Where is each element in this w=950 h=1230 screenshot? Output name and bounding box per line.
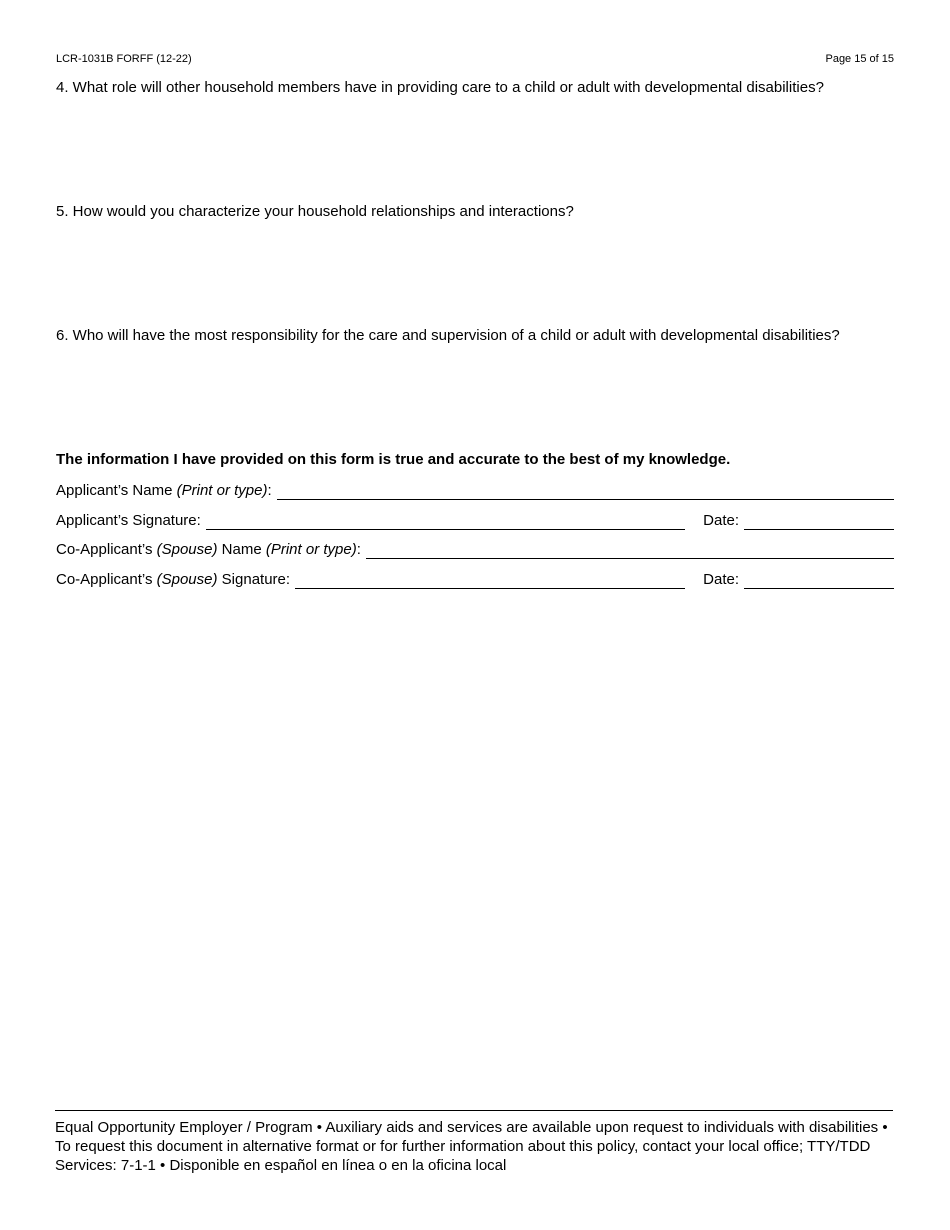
co-applicant-name-field[interactable] <box>366 544 894 559</box>
applicant-signature-row <box>56 510 894 530</box>
co-applicant-date-label: Date: <box>703 571 739 588</box>
co-applicant-signature-field[interactable] <box>295 574 685 589</box>
co-applicant-signature-row <box>56 569 894 589</box>
form-id: LCR-1031B FORFF (12-22) <box>56 53 192 65</box>
footer-divider <box>55 1110 893 1111</box>
applicant-date-field[interactable] <box>744 515 894 530</box>
applicant-date-label: Date: <box>703 512 739 529</box>
applicant-name-row <box>56 480 894 500</box>
page-number: Page 15 of 15 <box>825 53 894 65</box>
question-5: 5. How would you characterize your household relationships and interactions? <box>56 203 574 220</box>
applicant-name-label: Applicant’s Name (Print or type): <box>56 482 272 499</box>
footer-notice: Equal Opportunity Employer / Program • Auxiliary aids and services are available upon request to individuals with disabilities • To request this document in alternative format or for further information about this policy, contact your local office; TTY/TDD Services: 7-1-1 • Disponible en español en línea o en la oficina local <box>55 1119 888 1174</box>
certification-statement: The information I have provided on this form is true and accurate to the best of my knowledge. <box>56 451 731 468</box>
co-applicant-name-label: Co-Applicant’s (Spouse) Name (Print or type): <box>56 541 361 558</box>
applicant-name-field[interactable] <box>277 485 894 500</box>
co-applicant-date-field[interactable] <box>744 574 894 589</box>
applicant-signature-label: Applicant’s Signature: <box>56 512 201 529</box>
applicant-signature-field[interactable] <box>206 515 685 530</box>
co-applicant-signature-label: Co-Applicant’s (Spouse) Signature: <box>56 571 291 588</box>
question-4: 4. What role will other household members have in providing care to a child or adult with developmental disabilities? <box>56 79 824 96</box>
co-applicant-name-row <box>56 539 894 559</box>
question-6: 6. Who will have the most responsibility for the care and supervision of a child or adult with developmental disabilities? <box>56 327 840 344</box>
